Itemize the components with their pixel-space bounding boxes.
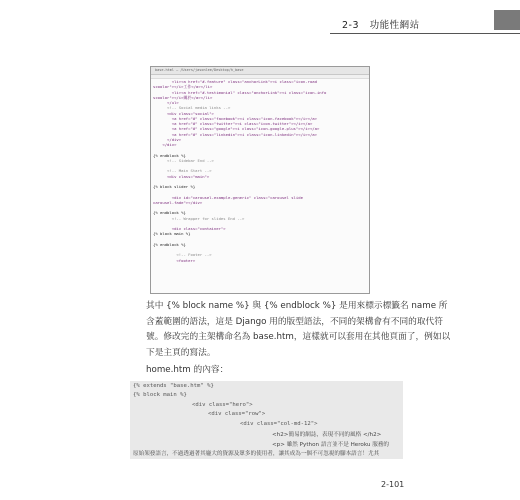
paragraph-line: 號。修改完的主架構命名為 base.htm，這樣就可以套用在其他頁面了，例如以 [146,332,451,342]
code-block [130,381,403,459]
editor-code [153,79,365,263]
code-line: {% block slider %} [153,184,196,189]
section-title: 功能性網站 [369,20,420,31]
editor-title-bar: base.html — /Users/jasonlee/Desktop/h_base [151,67,369,75]
code-line: <footer> [153,257,196,263]
body-paragraph [146,299,451,361]
code-line: <a href="#" class="google"><i class="icon-google-plus"></i></a> [153,126,320,132]
editor-screenshot [150,66,370,294]
code-line: <div class="social"> [153,110,214,116]
code-block-line: <div class="hero"> [192,402,253,408]
code-line: <a href="#" class="linkedin"><i class="icon-linkedin"></i></a> [153,131,317,137]
code-block-line: <p> 雖然 Python 語言並不是 Heroku 服務的 [272,442,390,448]
code-line: {% endblock %} [153,152,186,158]
paragraph-line: 含蓋範圍的語法，這是 Django 用的版型語法，不同的架構會有不同的取代符 [146,316,443,327]
paragraph-line: 其中 {% block name %} 與 {% endblock %} 是用來標示標籤名 name 所 [146,301,448,311]
code-line: carousel-fade"></div> [153,199,203,205]
code-line: {% block main %} [153,231,191,237]
code-line: {% endblock %} [153,241,186,247]
code-line: scoolor"></i>關於</a></li> [153,94,213,100]
code-line: </div> [153,142,177,147]
paragraph-line: 下是主頁的寫法。 [146,347,216,358]
code-line: <a href="#" class="twitter"><i class="icon-twitter"></i></a> [153,121,313,126]
header-rule [330,33,520,34]
code-line: <!-- Sidebar End --> [153,157,214,163]
running-header [342,17,420,31]
code-block-line: {% extends "base.htm" %} [133,383,214,389]
code-line: </div> [153,136,182,142]
code-line: <!-- Social media links --> [153,105,231,111]
code-line: <div class="main"> [153,173,210,179]
section-number: 2-3 [342,20,360,31]
code-line: <li><a href="#.testimonial" class="anchorLink"><i class="icon-info [153,89,327,95]
code-line: scoolor"></i>工作</a></li> [153,84,213,90]
code-line: <!-- Wrapper for slides End --> [153,215,245,221]
code-block-line: {% block main %} [133,392,187,398]
page-number: 2-101 [381,480,405,489]
code-line: <li><a href="#.feature" class="anchorLink"><i class="icon-road [153,79,317,84]
code-line: <!-- Main Start --> [153,168,212,174]
code-block-line: 原始架發語言，不過透過著其龐大的資源及眾多的使用者，讓其成為一個不可忽視的腳本語言！尤其 [133,451,380,457]
code-line: {% endblock %} [153,210,186,216]
code-block-line: <div class="col-md-12"> [240,421,318,427]
code-line: <a href="#" class="facebook"><i class="icon-facebook"></i></a> [153,115,317,121]
code-block-line: <h2>簡易的網誌，表現不同的風格 </h2> [272,432,382,438]
code-line: </ul> [153,100,179,105]
code-line: <!-- Footer --> [153,252,212,258]
code-line: <div class="container"> [153,226,226,231]
code-block-line: <div class="row"> [208,411,266,417]
chapter-tab [494,10,520,30]
code-caption: home.htm 的內容： [146,365,229,375]
code-line: <div id="carousel-example-generic" class="carousel slide [153,194,303,200]
